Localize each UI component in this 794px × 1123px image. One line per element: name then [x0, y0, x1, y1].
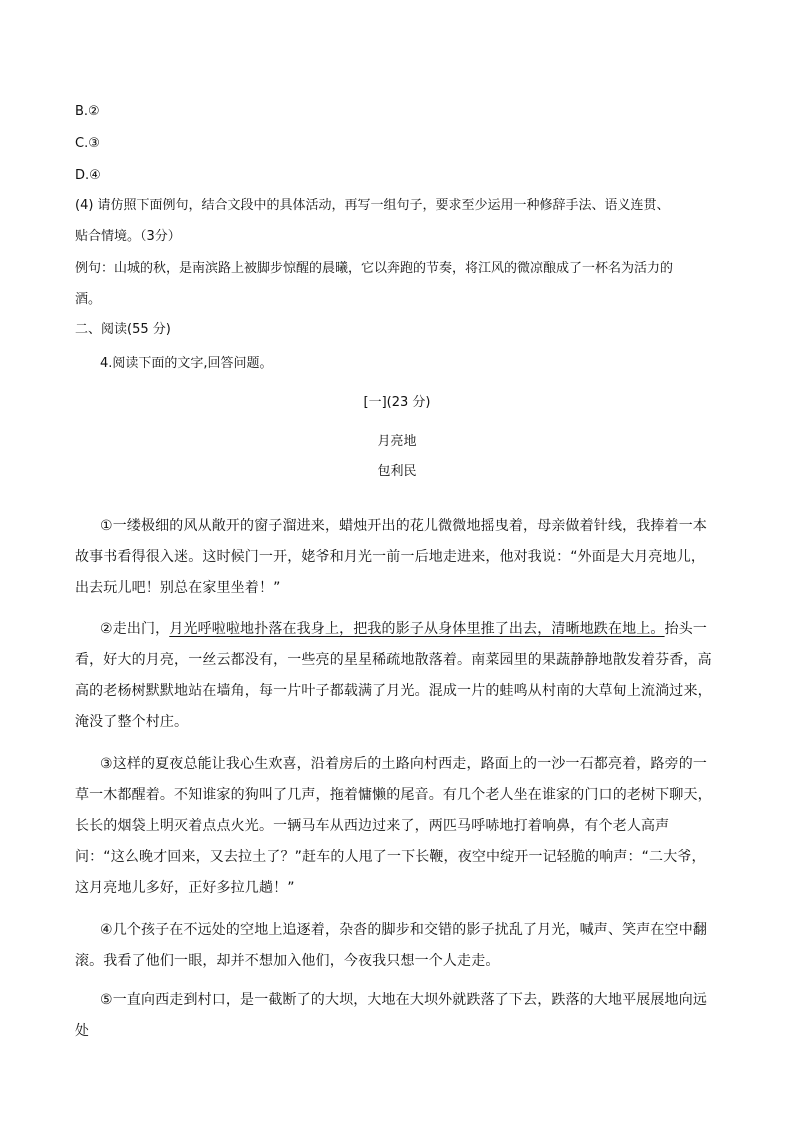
question-4-line-2: 贴合情境。（3分）	[75, 229, 181, 244]
paragraph-2-end: 抬头一看，好大的月亮，一丝云都没有，一些亮的星星稀疏地散落着。南菜园里的果蔬静静地散发着芬香，高高的老杨树默默地站在墙角，每一片叶子都载满了月光。混成一片的蛙鸣从村南的大草甸上流淌过来，淹没了整个村庄。	[75, 621, 712, 730]
section-title: 二、阅读(55 分)	[75, 322, 171, 337]
paragraph-2-start: ②走出门，	[100, 621, 170, 637]
example-line-2: 酒。	[75, 292, 102, 307]
paragraph-2	[75, 614, 712, 738]
part-title: [一](23 分)	[363, 395, 431, 410]
paragraph-2-underlined: 月光呼啦啦地扑落在我身上，把我的影子从身体里推了出去，清晰地跌在地上。	[169, 621, 665, 637]
paragraph-1: ①一缕极细的风从敞开的窗子溜进来，蜡烛开出的花儿微微地摇曳着，母亲做着针线，我捧着一本故事书看得很入迷。这时候门一开，姥爷和月光一前一后地走进来，他对我说：“外面是大月亮地儿，出去玩儿吧！别总在家里坐着！”	[75, 518, 707, 596]
paragraph-3: ③这样的夏夜总能让我心生欢喜，沿着房后的土路向村西走，路面上的一沙一石都亮着，路旁的一草一木都醒着。不知谁家的狗叫了几声，拖着慵懒的尾音。有几个老人坐在谁家的门口的老树下聊天，长长的烟袋上明灭着点点火光。一辆马车从西边过来了，两匹马呼哧地打着响鼻，有个老人高声问：“这么晚才回来，又去拉土了？”赶车的人甩了一下长鞭，夜空中绽开一记轻脆的响声：“二大爷，这月亮地儿多好，正好多拉几趟！”	[75, 756, 712, 896]
option-b: B.②	[75, 104, 100, 119]
question-4-line-1: (4) 请仿照下面例句，结合文段中的具体活动，再写一组句子，要求至少运用一种修辞手法、语义连贯、	[75, 198, 670, 213]
story-author: 包利民	[377, 464, 417, 479]
paragraph-5: ⑤一直向西走到村口，是一截断了的大坝，大地在大坝外就跌落了下去，跌落的大地平展展地向远处	[75, 992, 707, 1039]
example-line-1: 例句：山城的秋，是南滨路上被脚步惊醒的晨曦，它以奔跑的节奏，将江风的微凉酿成了一杯名为活力的	[75, 261, 674, 276]
story-title: 月亮地	[377, 434, 417, 449]
option-d: D.④	[75, 168, 101, 183]
paragraph-4: ④几个孩子在不远处的空地上追逐着，杂沓的脚步和交错的影子扰乱了月光，喊声、笑声在空中翻滚。我看了他们一眼，却并不想加入他们，今夜我只想一个人走走。	[75, 922, 707, 969]
task-instruction: 4.阅读下面的文字,回答问题。	[100, 356, 273, 371]
option-c: C.③	[75, 136, 100, 151]
